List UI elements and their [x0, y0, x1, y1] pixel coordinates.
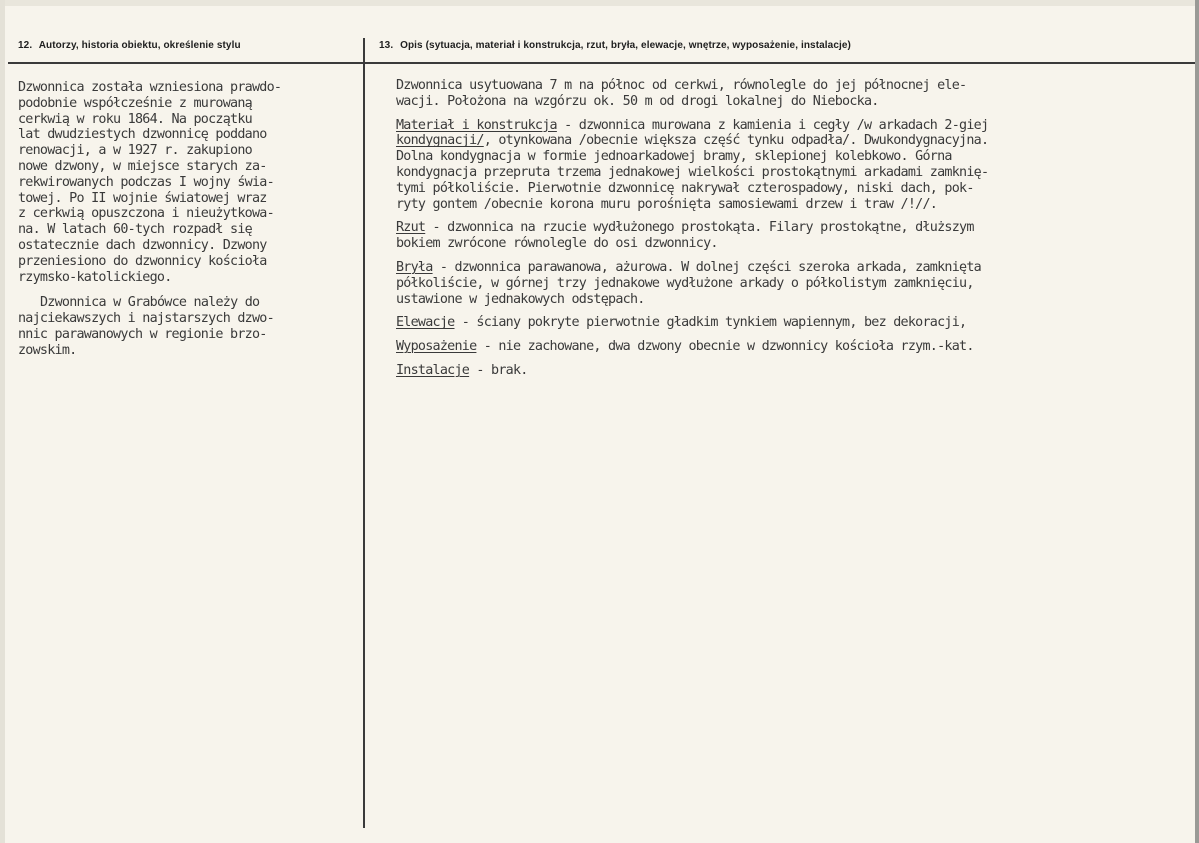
- text-segment: , otynkowana /obecnie większa część tynku odpadła/. Dwukondygnacyjna.: [483, 133, 989, 149]
- text-line: Dzwonnica w Grabówce należy do: [40, 295, 260, 311]
- text-line: ryty gontem /obecnie korona muru porośnięta samosiewami drzew i traw /!//.: [396, 196, 938, 212]
- section-12-title: Autorzy, historia obiektu, określenie stylu: [38, 40, 241, 51]
- text-line: kondygnacja przepruta trzema jednakowej wielkości prostokątnymi arkadami zamknię-: [396, 164, 989, 180]
- location-paragraph: [396, 78, 1186, 110]
- text-line: bokiem zwrócone równolegle do osi dzwonnicy.: [396, 236, 718, 252]
- form-label: Bryła: [396, 259, 433, 275]
- history-paragraph: [18, 295, 363, 358]
- facades-label: Elewacje: [396, 315, 455, 331]
- plan-paragraph: [396, 220, 1186, 252]
- section-13-number: 13.: [379, 40, 394, 51]
- text-segment: - dzwonnica na rzucie wydłużonego prostokąta. Filary prostokątne, dłuższym: [425, 220, 974, 236]
- facades-paragraph: [396, 315, 1186, 331]
- text-line: półkoliście, w górnej trzy jednakowe wydłużone arkady o półkolistym zamknięciu,: [396, 275, 974, 291]
- text-line: rzymsko-katolickiego.: [18, 269, 172, 285]
- text-line: lat dwudziestych dzwonnicę poddano: [18, 127, 267, 143]
- text-line: wacji. Położona na wzgórzu ok. 50 m od drogi lokalnej do Niebocka.: [396, 93, 879, 109]
- description-text: [396, 78, 1186, 379]
- text-segment: - dzwonnica murowana z kamienia i cegły /w arkadach 2-giej: [556, 117, 989, 133]
- material-paragraph: [396, 118, 1186, 213]
- text-line: Dzwonnica została wzniesiona prawdo-: [18, 80, 282, 95]
- text-line: zowskim.: [18, 342, 77, 358]
- text-line: renowacji, a w 1927 r. zakupiono: [18, 143, 252, 159]
- text-segment: - dzwonnica parawanowa, ażurowa. W dolnej części szeroka arkada, zamknięta: [432, 259, 981, 275]
- material-sublabel: kondygnacji/: [396, 133, 484, 149]
- history-paragraph: [18, 80, 363, 285]
- text-line: najciekawszych i najstarszych dzwo-: [18, 311, 274, 327]
- text-line: towej. Po II wojnie światowej wraz: [18, 190, 267, 206]
- section-12-heading: [18, 40, 241, 51]
- text-line: z cerkwią opuszczona i nieużytkowa-: [18, 206, 274, 222]
- equipment-paragraph: [396, 339, 1186, 355]
- installations-paragraph: [396, 363, 1186, 379]
- equipment-label: Wyposażenie: [396, 339, 477, 355]
- text-segment: - ściany pokryte pierwotnie gładkim tynkiem wapiennym, bez dekoracji,: [454, 315, 967, 331]
- section-12-number: 12.: [18, 40, 33, 51]
- text-line: rekwirowanych podczas I wojny świa-: [18, 174, 274, 190]
- form-paragraph: [396, 260, 1186, 307]
- history-text: [18, 80, 363, 359]
- vertical-divider: [363, 38, 365, 828]
- card-right-edge: [1195, 0, 1199, 843]
- text-segment: - nie zachowane, dwa dzwony obecnie w dzwonnicy kościoła rzym.-kat.: [476, 339, 974, 355]
- text-line: Dzwonnica usytuowana 7 m na północ od cerkwi, równolegle do jej północnej ele-: [396, 78, 967, 93]
- card-left-edge: [0, 0, 5, 843]
- text-line: ostatecznie dach dzwonnicy. Dzwony: [18, 237, 267, 253]
- material-label: Materiał i konstrukcja: [396, 117, 557, 133]
- installations-label: Instalacje: [396, 362, 470, 378]
- text-segment: - brak.: [469, 362, 528, 378]
- text-line: przeniesiono do dzwonnicy kościoła: [18, 253, 267, 269]
- text-line: ustawione w jednakowych odstępach.: [396, 291, 645, 307]
- section-13-heading: [379, 40, 851, 51]
- plan-label: Rzut: [396, 220, 426, 236]
- text-line: podobnie współcześnie z murowaną: [18, 95, 252, 111]
- horizontal-divider: [8, 62, 1195, 64]
- text-line: nnic parawanowych w regionie brzo-: [18, 326, 267, 342]
- text-line: tymi półkoliście. Pierwotnie dzwonnicę nakrywał czterospadowy, niski dach, pok-: [396, 180, 974, 196]
- card-top-edge: [0, 0, 1199, 6]
- text-line: na. W latach 60-tych rozpadł się: [18, 222, 252, 238]
- text-line: Dolna kondygnacja w formie jednoarkadowej bramy, sklepionej kolebkowo. Górna: [396, 149, 952, 165]
- text-line: nowe dzwony, w miejsce starych za-: [18, 158, 267, 174]
- text-line: cerkwią w roku 1864. Na początku: [18, 111, 252, 127]
- section-13-title: Opis (sytuacja, materiał i konstrukcja, rzut, bryła, elewacje, wnętrze, wyposażenie, instalacje): [400, 40, 851, 51]
